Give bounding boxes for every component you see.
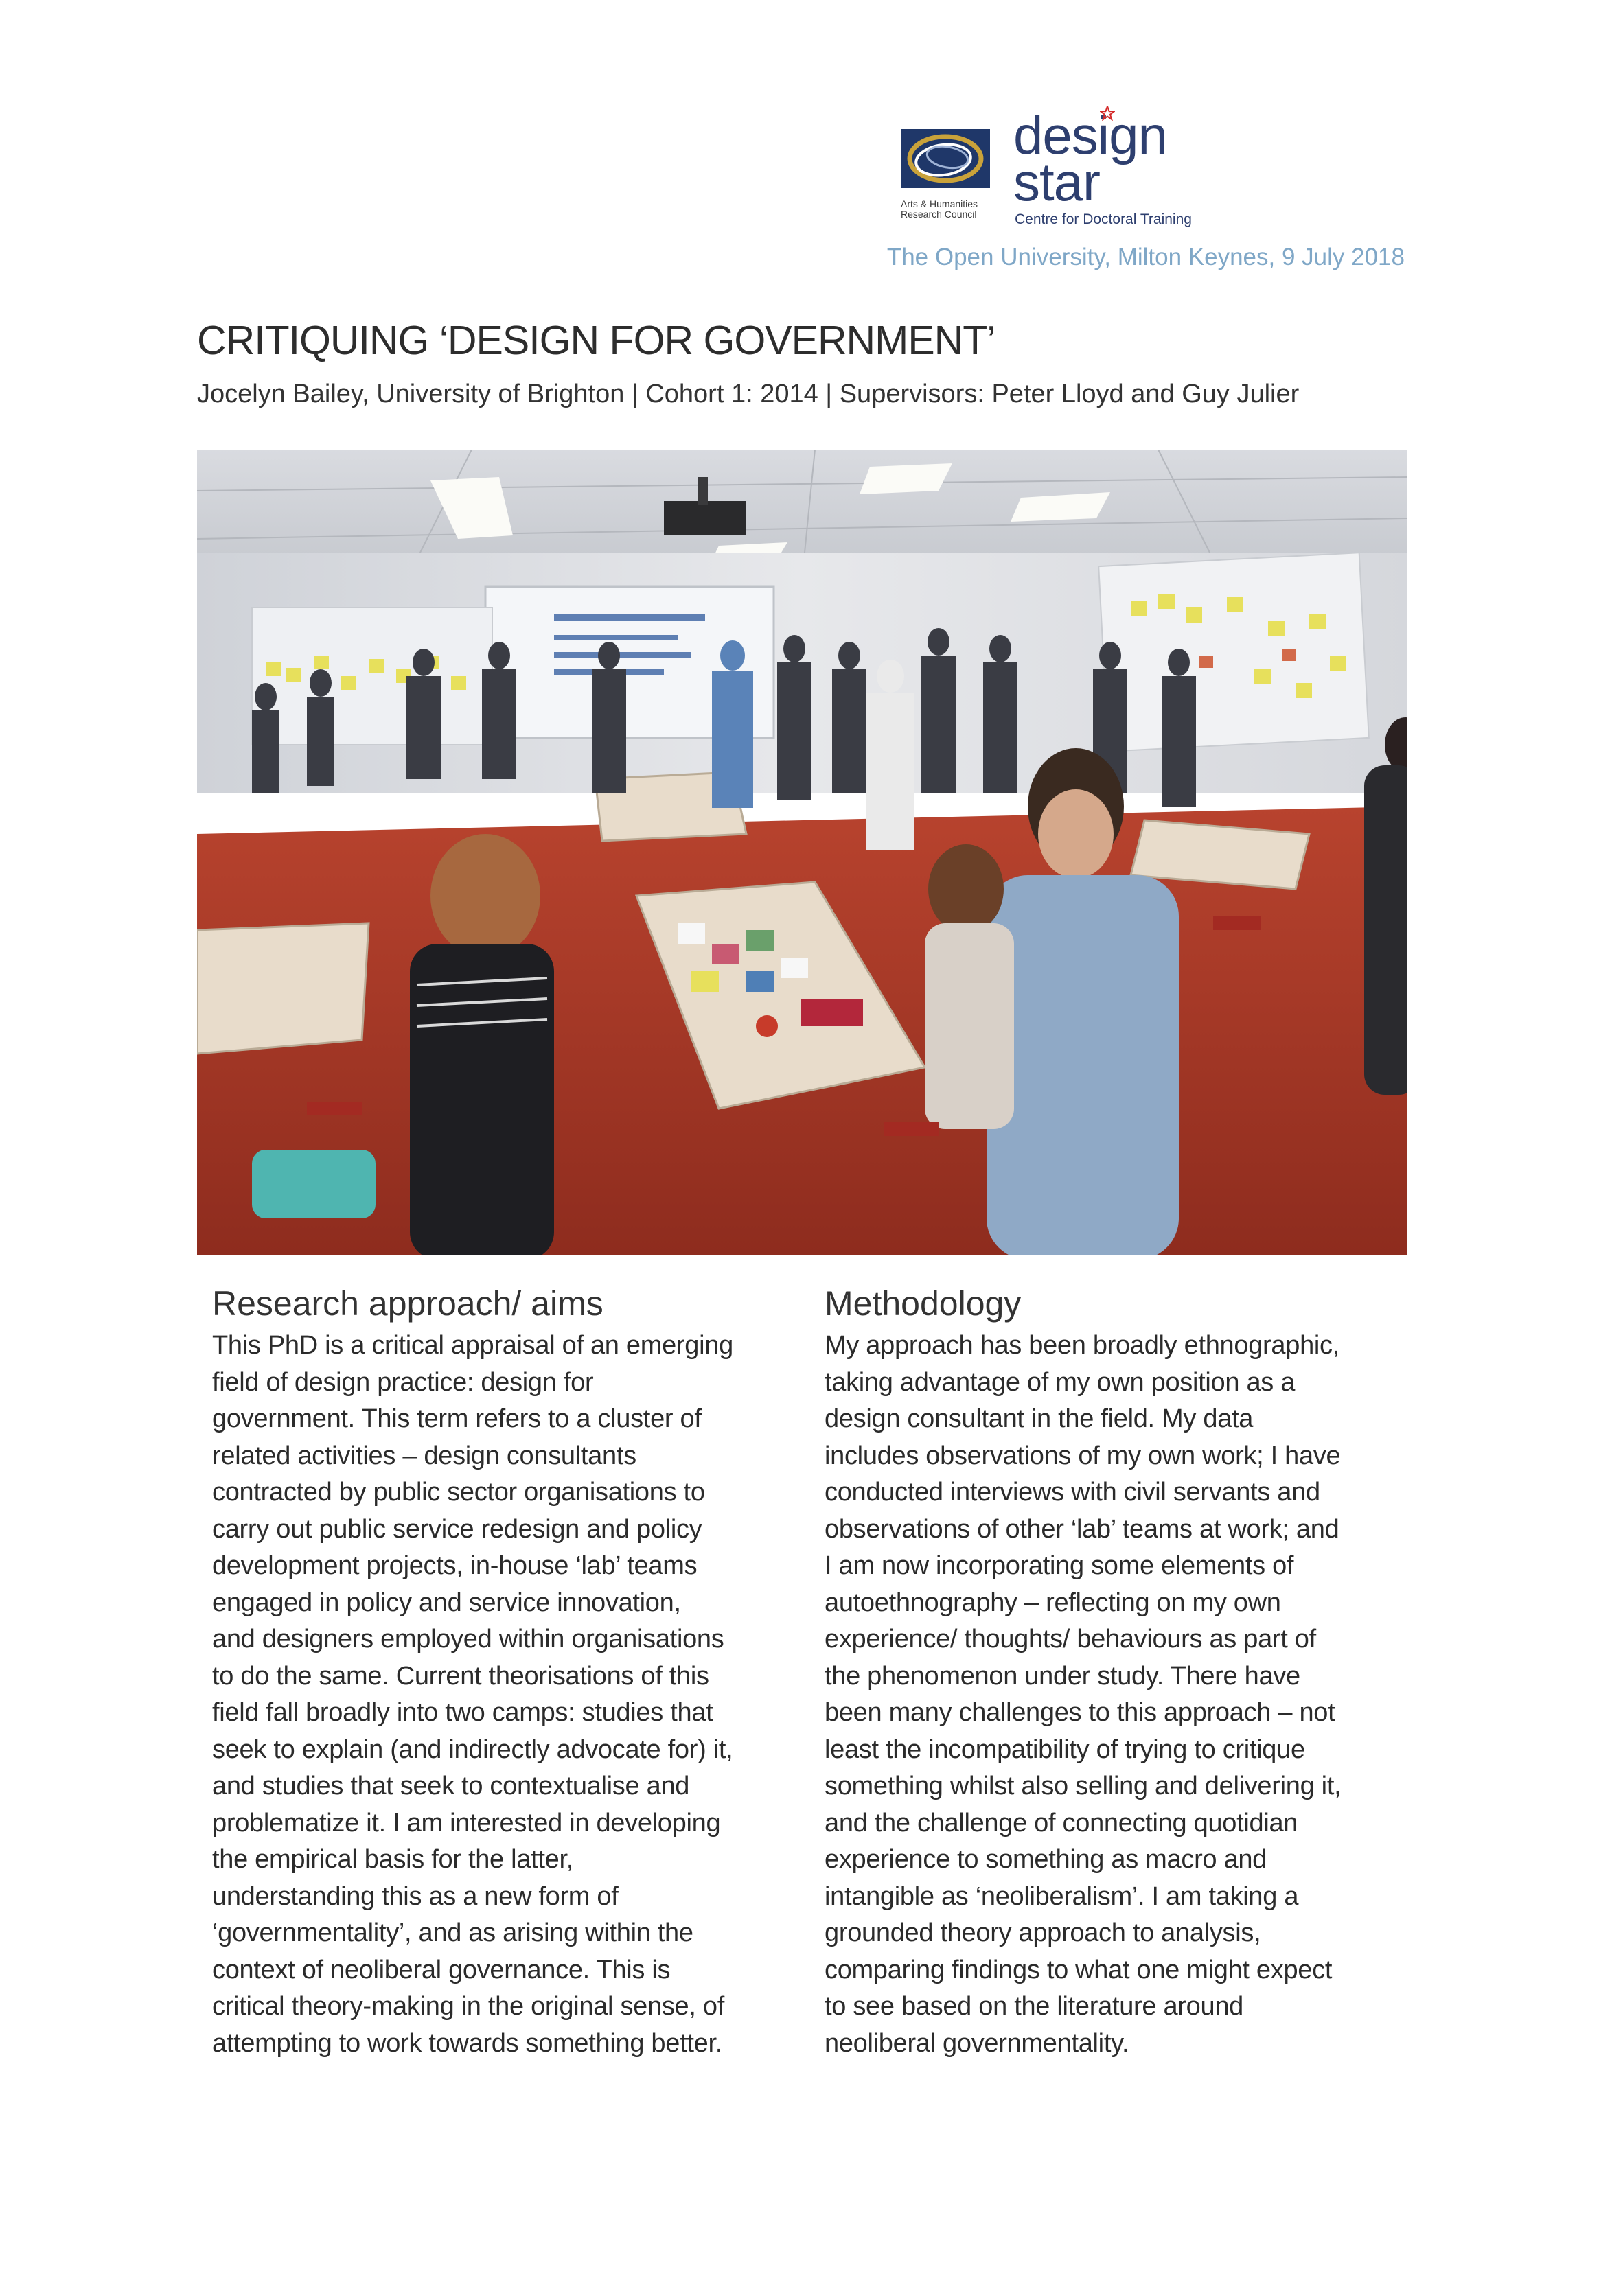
body-line: and designers employed within organisations xyxy=(212,1625,724,1654)
author-byline: Jocelyn Bailey, University of Brighton | Cohort 1: 2014 | Supervisors: Peter Lloyd and Guy Julier xyxy=(197,380,1300,408)
body-line: attempting to work towards something better. xyxy=(212,2028,722,2058)
body-line: context of neoliberal governance. This is xyxy=(212,1955,671,1984)
body-line: ‘governmentality’, and as arising within the xyxy=(212,1918,693,1947)
ahrc-logo-icon xyxy=(901,129,990,188)
body-line: related activities – design consultants xyxy=(212,1441,636,1470)
body-line: grounded theory approach to analysis, xyxy=(825,1918,1261,1947)
body-line: field of design practice: design for xyxy=(212,1367,594,1397)
body-line: includes observations of my own work; I have xyxy=(825,1441,1341,1470)
page-title: CRITIQUING ‘DESIGN FOR GOVERNMENT’ xyxy=(197,318,995,363)
body-line: least the incompatibility of trying to critique xyxy=(825,1735,1305,1764)
ahrc-line-2: Research Council xyxy=(901,209,977,220)
body-line: design consultant in the field. My data xyxy=(825,1404,1254,1433)
body-line: development projects, in-house ‘lab’ teams xyxy=(212,1551,698,1580)
body-line: to do the same. Current theorisations of this xyxy=(212,1661,709,1691)
body-line: autoethnography – reflecting on my own xyxy=(825,1588,1281,1617)
body-line: taking advantage of my own position as a xyxy=(825,1367,1296,1397)
body-line: comparing findings to what one might expect xyxy=(825,1955,1333,1984)
workshop-photo xyxy=(197,450,1407,1255)
body-line: intangible as ‘neoliberalism’. I am taking a xyxy=(825,1881,1299,1911)
body-line: neoliberal governmentality. xyxy=(825,2028,1129,2058)
venue-date-line: The Open University, Milton Keynes, 9 July 2018 xyxy=(886,244,1405,270)
research-approach-section xyxy=(212,1282,783,2062)
ahrc-line-1: Arts & Humanities xyxy=(901,198,978,209)
ahrc-text xyxy=(901,199,1011,220)
body-line: understanding this as a new form of xyxy=(212,1881,619,1911)
design-star-wordmark-line-1: design xyxy=(1013,105,1167,165)
body-line: critical theory-making in the original sense, of xyxy=(212,1992,724,2021)
body-line: field fall broadly into two camps: studies that xyxy=(212,1698,713,1727)
body-line: engaged in policy and service innovation, xyxy=(212,1588,681,1617)
methodology-body xyxy=(825,1327,1396,2062)
body-line: the phenomenon under study. There have xyxy=(825,1661,1300,1691)
body-line: I am now incorporating some elements of xyxy=(825,1551,1294,1580)
body-line: to see based on the literature around xyxy=(825,1992,1244,2021)
research-approach-body xyxy=(212,1327,783,2062)
body-line: been many challenges to this approach – not xyxy=(825,1698,1335,1727)
body-line: something whilst also selling and delivering it, xyxy=(825,1772,1342,1800)
body-line: My approach has been broadly ethnographic, xyxy=(825,1331,1340,1360)
body-line: observations of other ‘lab’ teams at work; and xyxy=(825,1514,1339,1544)
body-line: contracted by public sector organisations to xyxy=(212,1478,705,1507)
body-line: government. This term refers to a cluster of xyxy=(212,1404,702,1433)
design-star-wordmark-line-2: star xyxy=(1013,152,1101,212)
logo-block xyxy=(901,103,1210,233)
methodology-heading: Methodology xyxy=(825,1284,1022,1323)
body-line: and the challenge of connecting quotidian xyxy=(825,1808,1298,1837)
red-star-icon xyxy=(1100,106,1115,121)
body-line: experience to something as macro and xyxy=(825,1845,1267,1874)
design-star-tagline: Centre for Doctoral Training xyxy=(1015,211,1192,227)
body-line: experience/ thoughts/ behaviours as part of xyxy=(825,1625,1316,1654)
body-line: and studies that seek to contextualise and xyxy=(212,1772,690,1800)
methodology-section xyxy=(825,1282,1396,2062)
body-line: the empirical basis for the latter, xyxy=(212,1845,573,1874)
body-line: This PhD is a critical appraisal of an emerging xyxy=(212,1331,733,1360)
body-line: conducted interviews with civil servants and xyxy=(825,1478,1320,1507)
body-line: carry out public service redesign and policy xyxy=(212,1514,702,1544)
body-line: seek to explain (and indirectly advocate for) it, xyxy=(212,1735,733,1764)
body-line: problematize it. I am interested in developing xyxy=(212,1808,721,1837)
research-approach-heading: Research approach/ aims xyxy=(212,1284,603,1323)
